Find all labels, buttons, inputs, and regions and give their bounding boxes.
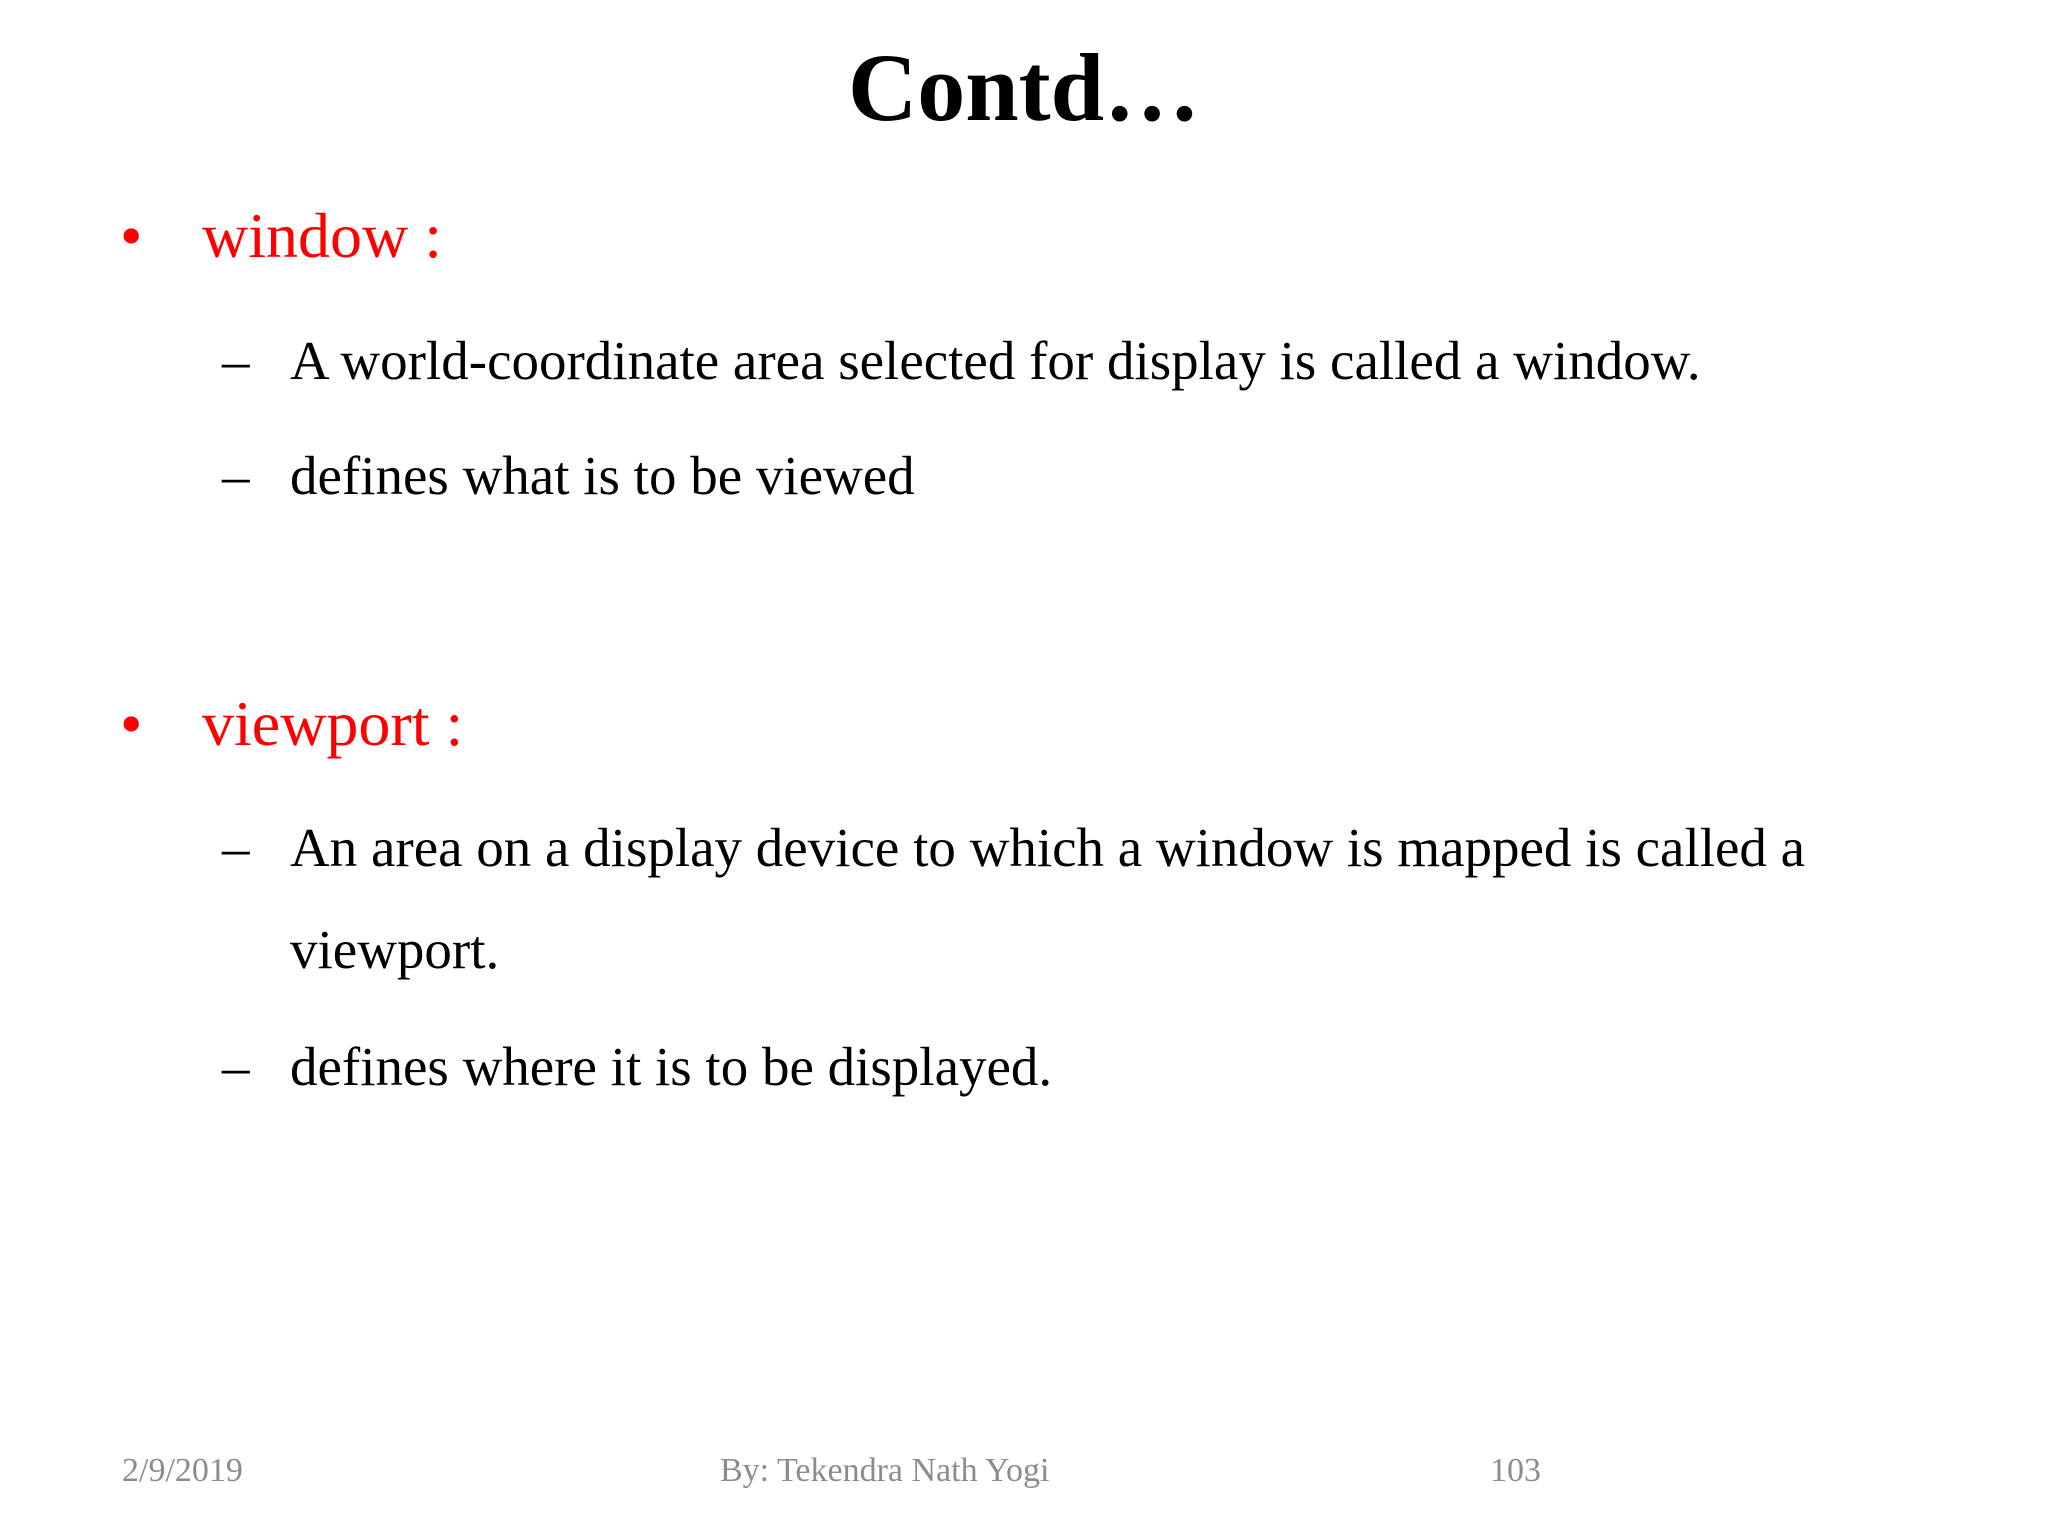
dash-marker: – [222, 817, 250, 878]
bullet-label-window: window : [202, 200, 442, 271]
bullet-window [120, 196, 442, 276]
dash-marker: – [222, 330, 250, 391]
dash-marker: – [222, 1036, 250, 1097]
subpoint-text: defines where it is to be displayed. [290, 1036, 1053, 1097]
subpoint-text: A world-coordinate area selected for display is called a window. [290, 330, 1701, 391]
dash-marker: – [222, 445, 250, 506]
bullet-marker: • [120, 688, 143, 759]
subpoint-viewport-purpose [222, 1016, 1930, 1118]
bullet-marker: • [120, 200, 143, 271]
bullet-viewport [120, 684, 463, 764]
footer-date: 2/9/2019 [122, 1452, 243, 1489]
subpoint-window-purpose [222, 425, 1930, 527]
subpoint-window-definition [222, 310, 1930, 412]
slide-title: Contd… [847, 34, 1201, 141]
bullet-label-viewport: viewport : [202, 688, 464, 759]
subpoint-text: defines what is to be viewed [290, 445, 915, 506]
subpoint-text: An area on a display device to which a window is mapped is called a viewport. [290, 817, 1806, 980]
subpoint-viewport-definition [222, 797, 1930, 1001]
footer-author: By: Tekendra Nath Yogi [720, 1452, 1050, 1489]
footer-page-number: 103 [1490, 1452, 1541, 1489]
